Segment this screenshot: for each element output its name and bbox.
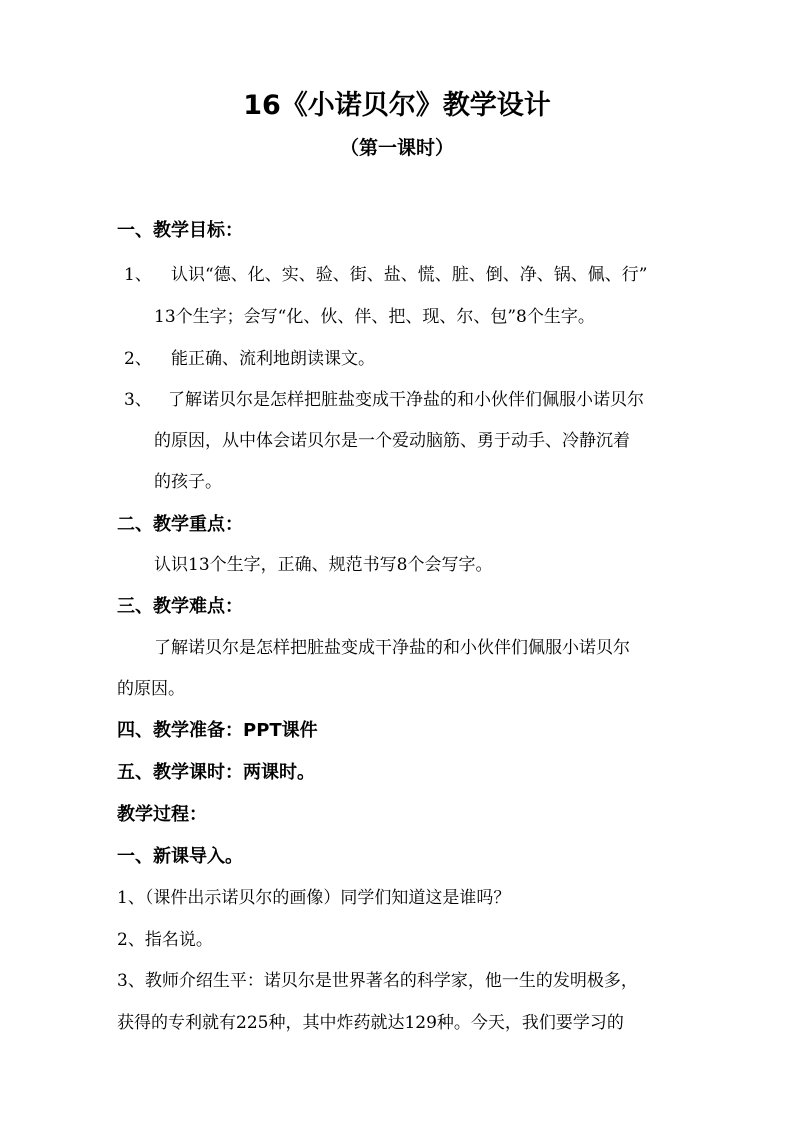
document-title: 16《小诺贝尔》教学设计 <box>243 90 551 121</box>
process-section-heading: 一、新课导入。 <box>117 846 243 867</box>
process-step-1: 1、（课件出示诺贝尔的画像）同学们知道这是谁吗？ <box>117 888 511 908</box>
preparation-line <box>117 718 318 744</box>
objective-text: 了解诺贝尔是怎样把脏盐变成干净盐的和小伙伴们佩服小诺贝尔 <box>168 390 644 410</box>
objective-item-1-continued: 13个生字；会写“化、伙、伴、把、现、尔、包”8个生字。 <box>154 307 595 327</box>
objective-item-2 <box>124 346 375 372</box>
objective-item-1 <box>124 262 647 288</box>
objective-item-3 <box>124 387 644 413</box>
preparation-label: 四、教学准备： <box>117 720 243 741</box>
process-step-3: 3、教师介绍生平：诺贝尔是世界著名的科学家，他一生的发明极多， <box>117 971 638 991</box>
preparation-value: PPT课件 <box>243 720 318 741</box>
objective-text: 能正确、流利地朗读课文。 <box>171 349 375 369</box>
difficulties-text: 了解诺贝尔是怎样把脏盐变成干净盐的和小伙伴们佩服小诺贝尔 <box>154 638 630 658</box>
process-step-2: 2、指名说。 <box>117 930 213 950</box>
process-heading: 教学过程： <box>117 804 207 825</box>
objective-number: 3、 <box>124 390 152 410</box>
objective-number: 2、 <box>124 349 152 369</box>
hours-value: 两课时。 <box>243 762 315 783</box>
key-points-text: 认识13个生字，正确、规范书写8个会写字。 <box>154 555 493 575</box>
hours-label: 五、教学课时： <box>117 762 243 783</box>
document-subtitle: （第一课时） <box>339 137 454 159</box>
objective-number: 1、 <box>124 265 152 285</box>
objective-item-3-continued: 的原因，从中体会诺贝尔是一个爱动脑筋、勇于动手、冷静沉着 <box>154 431 630 451</box>
objective-text: 认识“德、化、实、验、街、盐、慌、脏、倒、净、锅、佩、行” <box>171 265 648 285</box>
process-step-3-continued: 获得的专利就有225种，其中炸药就达129种。今天，我们要学习的 <box>117 1013 624 1033</box>
objectives-heading: 一、教学目标： <box>117 220 243 241</box>
hours-line <box>117 760 315 786</box>
key-points-heading: 二、教学重点： <box>117 514 243 535</box>
difficulties-heading: 三、教学难点： <box>117 596 243 617</box>
objective-item-3-continued: 的孩子。 <box>154 472 222 492</box>
difficulties-text-continued: 的原因。 <box>117 679 185 699</box>
